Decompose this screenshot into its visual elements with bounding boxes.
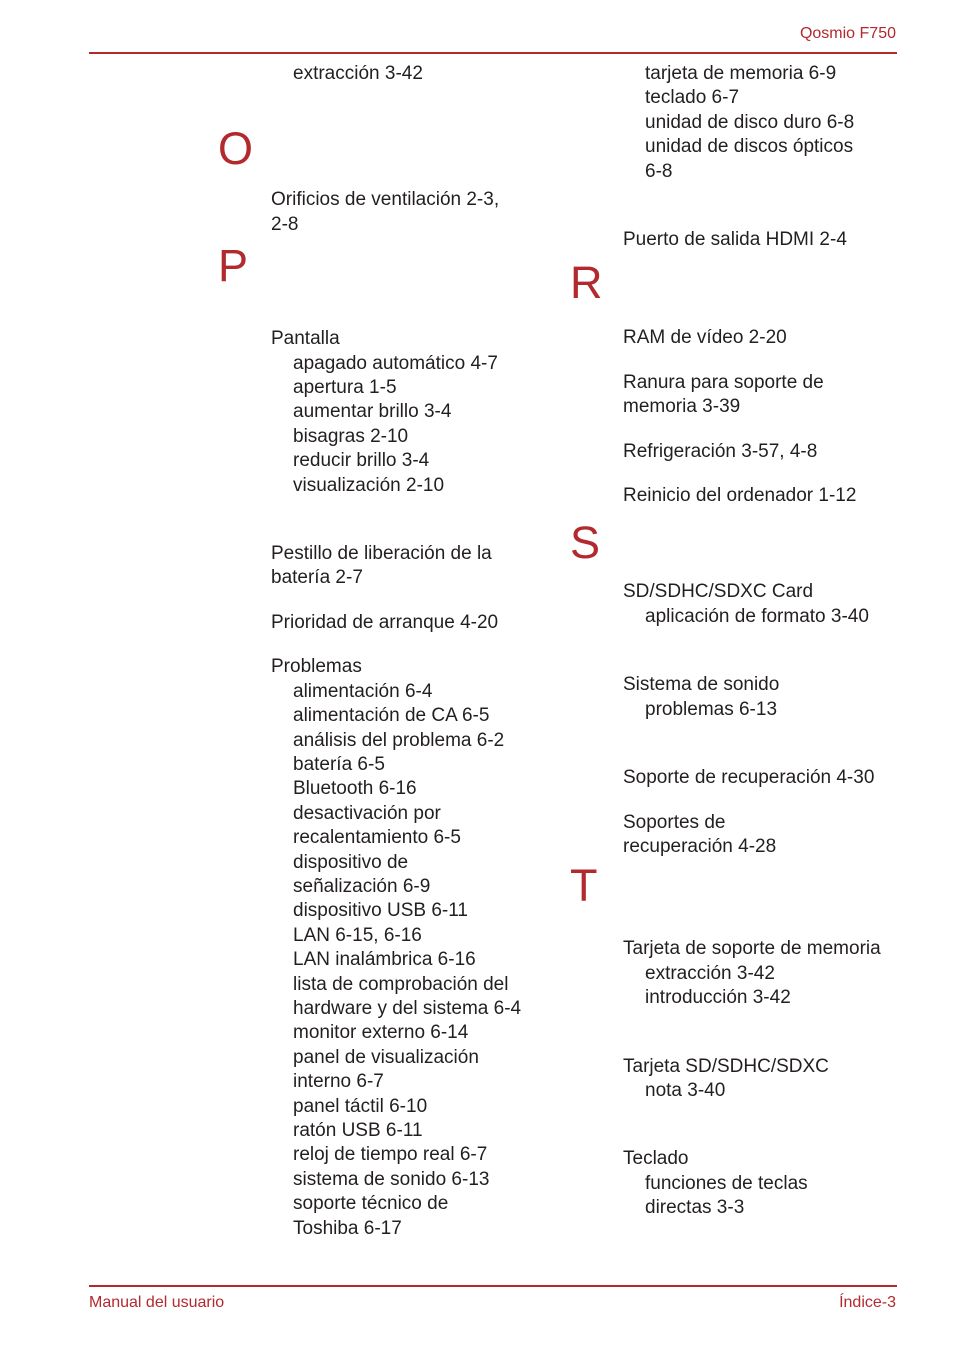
index-subentry: unidad de discos ópticos	[645, 136, 854, 158]
header-rule	[89, 52, 897, 54]
index-entry-tarjeta-sd: Tarjeta SD/SDHC/SDXC nota 3-40	[623, 1055, 829, 1101]
footer-page-number: Índice-3	[839, 1294, 896, 1311]
index-entry-ram: RAM de vídeo 2-20	[623, 327, 787, 349]
index-subentry: 6-8	[645, 160, 673, 182]
index-entry-pantalla: Pantalla apagado automático 4-7 apertura 1-5 aumentar brillo 3-4 bisagras 2-10 reducir brillo 3-4 visualización 2-10	[271, 328, 498, 496]
section-letter-r: R	[570, 257, 603, 309]
index-entry-soportes: Soportes de recuperación 4-28	[623, 811, 777, 857]
section-letter-s: S	[570, 517, 601, 569]
index-entry-reinicio: Reinicio del ordenador 1-12	[623, 485, 857, 507]
running-header-title: Qosmio F750	[799, 25, 896, 42]
index-subentry: unidad de disco duro 6-8	[645, 111, 855, 133]
index-entry-tarjeta-soporte: Tarjeta de soporte de memoria extracción 3-42 introducción 3-42	[623, 938, 881, 1009]
index-column-right	[570, 62, 923, 1221]
section-letter-o: O	[218, 123, 254, 175]
section-letter-t: T	[570, 860, 598, 912]
section-letter-p: P	[218, 240, 249, 292]
index-entry-prioridad: Prioridad de arranque 4-20	[271, 611, 499, 633]
index-entry-pestillo: Pestillo de liberación de la batería 2-7	[271, 543, 492, 589]
index-column-left	[218, 62, 556, 1241]
index-entry-problemas: Problemas alimentación 6-4 alimentación de CA 6-5 análisis del problema 6-2 batería 6-5 Bluetooth 6-16 desactivación por recalentamiento 6-5 dispositivo de señalización 6-9 dispositivo USB 6-11 LAN 6-15, 6-16 LAN inalámbrica 6-16 lista de comprobación del hardware y del sistema 6-4 monitor externo 6-14 panel de visualización interno 6-7 panel táctil 6-10 ratón USB 6-11 reloj de tiempo real 6-7 sistema de sonido 6-13 soporte técnico de Toshiba 6-17	[271, 656, 522, 1239]
index-subentry: extracción 3-42	[293, 63, 423, 84]
index-subentry: teclado 6-7	[645, 87, 740, 109]
index-entry-puerto: Puerto de salida HDMI 2-4	[623, 229, 847, 251]
footer-rule	[89, 1285, 897, 1287]
index-entry-orificios: Orificios de ventilación 2-3, 2-8	[271, 189, 500, 235]
index-entry-teclado: Teclado funciones de teclas directas 3-3	[623, 1148, 808, 1219]
footer-manual-title: Manual del usuario	[89, 1294, 225, 1311]
index-entry-sistema: Sistema de sonido problemas 6-13	[623, 674, 780, 720]
index-entry-refrigeracion: Refrigeración 3-57, 4-8	[623, 440, 818, 462]
index-subentry: tarjeta de memoria 6-9	[645, 63, 837, 84]
index-entry-sdcard: SD/SDHC/SDXC Card aplicación de formato 3-40	[623, 581, 869, 627]
index-entry-ranura: Ranura para soporte de memoria 3-39	[623, 371, 824, 418]
index-entry-soporte: Soporte de recuperación 4-30	[623, 767, 875, 789]
